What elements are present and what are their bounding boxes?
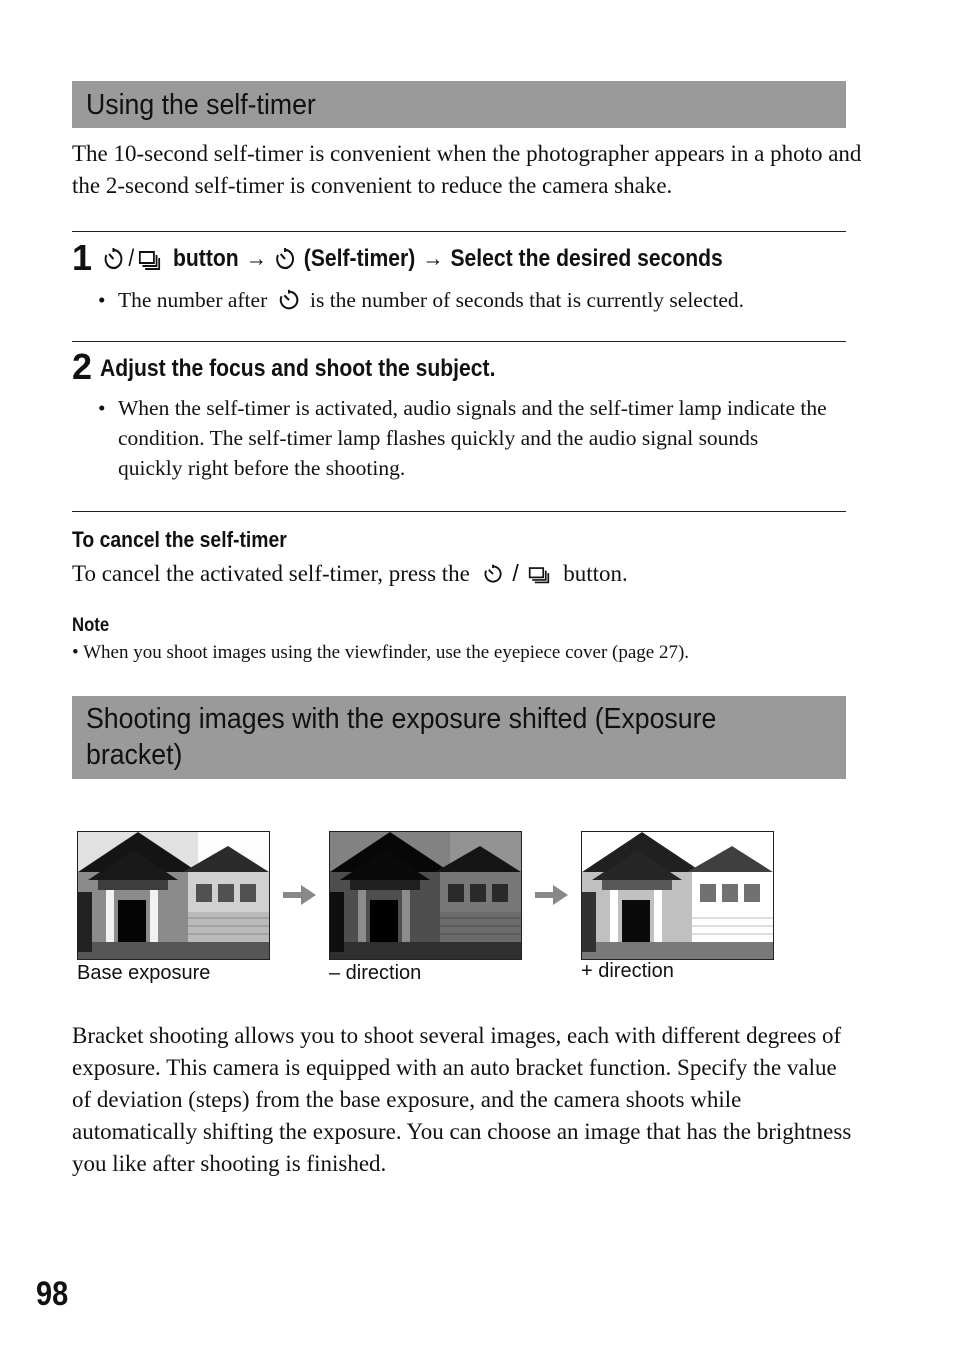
self-timer-intro: The 10-second self-timer is convenient when the photographer appears in a photo and the 2-second self-timer is convenient to reduce the camera shake. [72, 141, 862, 198]
note-item [72, 641, 689, 665]
step-1-heading [102, 244, 723, 274]
bullet-char: • [98, 396, 106, 420]
caption-minus-direction: – direction [329, 962, 422, 984]
list-item [98, 285, 878, 315]
slash: / [128, 245, 135, 272]
cancel-text-end: button. [563, 561, 628, 586]
section-header-self-timer [72, 81, 846, 128]
continuous-shooting-icon [138, 246, 161, 272]
bullet-text [98, 285, 878, 315]
list-item [98, 393, 828, 483]
step-1-number: 1 [72, 237, 93, 278]
select-seconds-label: Select the desired seconds [450, 245, 723, 272]
step-2-number: 2 [72, 346, 93, 387]
continuous-shooting-icon [528, 563, 550, 585]
cancel-text-start: To cancel the activated self-timer, press the [72, 561, 470, 586]
self-timer-icon [482, 563, 504, 585]
bracket-photo-plus [581, 831, 774, 960]
bullet-text-end: is the number of seconds that is currently selected. [309, 288, 745, 312]
divider [72, 341, 846, 342]
section-title: Using the self-timer [86, 89, 316, 121]
step-2-heading: Adjust the focus and shoot the subject. [100, 355, 496, 382]
button-label: button [172, 245, 239, 272]
bracket-photo-base [77, 831, 270, 960]
note-text: When you shoot images using the viewfinder, use the eyepiece cover (page 27). [83, 642, 690, 663]
arrow: → [422, 245, 444, 272]
slash: / [512, 560, 519, 586]
bracket-photo-minus [329, 831, 522, 960]
divider [72, 231, 846, 232]
arrow: → [245, 245, 267, 272]
bullet-char: • [98, 288, 106, 312]
divider [72, 511, 846, 512]
arrow-right-icon [283, 884, 317, 906]
section-title-line-1: Shooting images with the exposure shifted (Exposure [86, 703, 717, 735]
bullet-text-start: The number after [118, 288, 268, 312]
caption-plus-direction: + direction [581, 960, 674, 982]
note-heading: Note [72, 615, 110, 636]
bullet-char: • [72, 642, 79, 663]
cancel-text [72, 558, 628, 589]
self-timer-label: (Self-timer) [303, 245, 416, 272]
self-timer-icon [274, 246, 297, 272]
page-number: 98 [36, 1275, 69, 1313]
section-header-exposure-bracket [72, 696, 846, 779]
self-timer-icon [102, 246, 125, 272]
cancel-heading: To cancel the self-timer [72, 527, 287, 552]
bullet-text: When the self-timer is activated, audio signals and the self-timer lamp indicate the condition. The self-timer lamp flashes quickly and the audio signal sounds quickly right before the shooting. [118, 396, 827, 480]
self-timer-icon [277, 288, 301, 312]
caption-base-exposure: Base exposure [77, 962, 211, 984]
arrow-right-icon [535, 884, 569, 906]
bracket-description: Bracket shooting allows you to shoot several images, each with different degrees of exposure. This camera is equipped with an auto bracket function. Specify the value of deviation (steps) from the base exposure, and the camera shoots while automatically shifting the exposure. You can choose an image that has the brightness you like after shooting is finished. [72, 1023, 852, 1176]
section-title-line-2: bracket) [86, 739, 183, 771]
